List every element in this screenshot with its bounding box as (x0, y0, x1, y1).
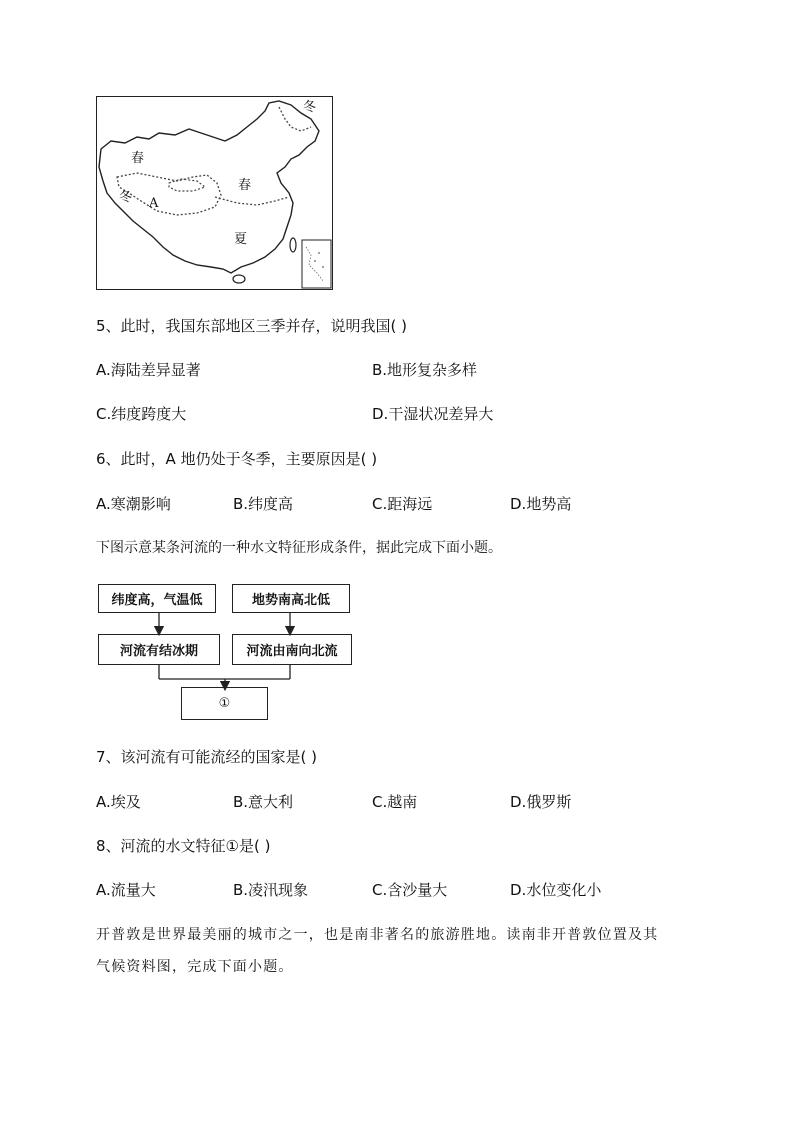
question-8-stem: 8、河流的水文特征①是( ) (96, 837, 271, 855)
question-7-stem: 7、该河流有可能流经的国家是( ) (96, 748, 318, 766)
box-river-flows-south-to-north: 河流由南向北流 (232, 634, 352, 665)
label-spring-west: 春 (131, 151, 145, 166)
q6-option-d[interactable]: D.地势高 (510, 495, 572, 513)
q5-option-a[interactable]: A.海陆差异显著 (96, 361, 201, 379)
q6-option-a[interactable]: A.寒潮影响 (96, 495, 171, 513)
q5-option-b[interactable]: B.地形复杂多样 (372, 361, 478, 379)
box-terrain-south-high-north-low: 地势南高北低 (232, 584, 350, 613)
river-condition-flowchart (96, 582, 356, 722)
q8-option-c[interactable]: C.含沙量大 (372, 881, 448, 899)
q8-option-a[interactable]: A.流量大 (96, 881, 156, 899)
intro-cape-town-line-1: 开普敦是世界最美丽的城市之一，也是南非著名的旅游胜地。读南非开普敦位置及其 (96, 927, 659, 943)
intro-river-figure: 下图示意某条河流的一种水文特征形成条件，据此完成下面小题。 (96, 540, 502, 556)
question-5-stem: 5、此时，我国东部地区三季并存，说明我国( ) (96, 317, 408, 335)
q5-option-c[interactable]: C.纬度跨度大 (96, 405, 187, 423)
question-6-stem: 6、此时，A 地仍处于冬季，主要原因是( ) (96, 450, 378, 468)
china-outline-map (97, 97, 332, 289)
label-spring-east: 春 (238, 178, 252, 193)
q7-option-b[interactable]: B.意大利 (233, 793, 294, 811)
q6-option-c[interactable]: C.距海远 (372, 495, 433, 513)
q7-option-c[interactable]: C.越南 (372, 793, 418, 811)
q8-option-b[interactable]: B.凌汛现象 (233, 881, 309, 899)
label-winter-northeast: 冬 (303, 100, 317, 115)
box-high-latitude-low-temp: 纬度高，气温低 (98, 584, 216, 613)
box-result-1: ① (181, 687, 268, 720)
intro-cape-town-line-2: 气候资料图，完成下面小题。 (96, 959, 294, 975)
box-river-freezing-period: 河流有结冰期 (98, 634, 220, 665)
q7-option-d[interactable]: D.俄罗斯 (510, 793, 572, 811)
china-season-map (96, 96, 333, 290)
q8-option-d[interactable]: D.水位变化小 (510, 881, 602, 899)
q5-option-d[interactable]: D.干湿状况差异大 (372, 405, 494, 423)
label-point-a: A (149, 196, 159, 211)
q7-option-a[interactable]: A.埃及 (96, 793, 141, 811)
label-winter-a: 冬 (119, 190, 133, 205)
q6-option-b[interactable]: B.纬度高 (233, 495, 294, 513)
label-summer: 夏 (234, 232, 248, 247)
